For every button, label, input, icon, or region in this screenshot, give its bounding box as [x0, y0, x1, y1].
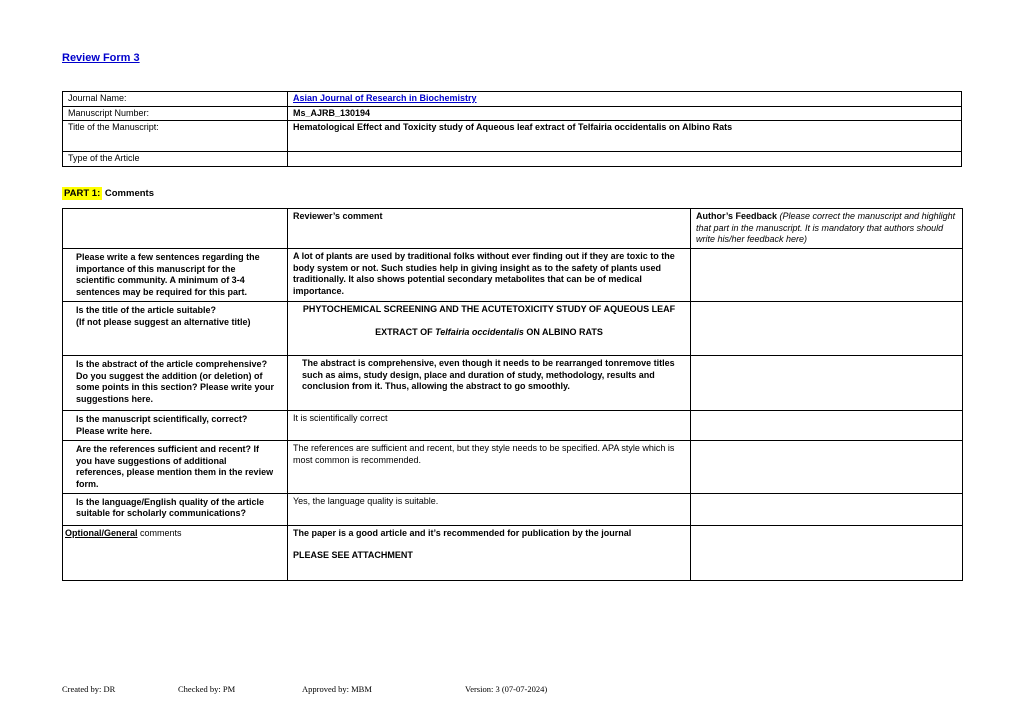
- abstract-answer: The abstract is comprehensive, even though it needs to be rearranged tonremove titles such as aims, study design, place and duration of study, methodology, results and conclusion from it. Thus, allowing the abstract to go smoothly.: [288, 355, 691, 410]
- footer-created-by: Created by: DR: [62, 684, 116, 694]
- part1-heading: [62, 188, 154, 199]
- part1-rest: Comments: [102, 188, 154, 199]
- footer-checked-by: Checked by: PM: [178, 684, 236, 694]
- journal-name-row: [63, 92, 962, 107]
- manuscript-info-table: [62, 91, 962, 167]
- title-suitable-answer-line2: [293, 327, 685, 339]
- footer-approved-by: Approved by: MBM: [302, 684, 372, 694]
- optional-comments-answer-line1: The paper is a good article and it’s recommended for publication by the journal: [293, 527, 632, 538]
- references-question: Are the references sufficient and recent? If you have suggestions of additional references, please mention them in the review form.: [63, 440, 288, 493]
- title-suitable-question-line1: Is the title of the article suitable?: [76, 304, 217, 315]
- title-suitable-question-line2: (If not please suggest an alternative title): [76, 316, 251, 327]
- manuscript-title-label: Title of the Manuscript:: [63, 121, 288, 152]
- footer-version: Version: 3 (07-07-2024): [465, 684, 548, 694]
- manuscript-number-label: Manuscript Number:: [63, 106, 288, 121]
- title-suitable-question: [63, 301, 288, 355]
- author-feedback-header-cell: [691, 209, 963, 249]
- manuscript-number-row: [63, 106, 962, 121]
- author-feedback-note: (Please correct the manuscript and highlight that part in the manuscript. It is mandatory that authors should write his/her feedback here): [696, 211, 956, 245]
- answer-line2-post: ON ALBINO RATS: [523, 326, 603, 337]
- journal-name-link[interactable]: Asian Journal of Research in Biochemistry: [293, 93, 477, 103]
- title-suitable-row: [63, 301, 963, 355]
- title-suitable-answer: [288, 301, 691, 355]
- importance-feedback-cell: [691, 249, 963, 302]
- article-type-label: Type of the Article: [63, 152, 288, 167]
- article-type-cell: [288, 152, 962, 167]
- manuscript-title-cell: [288, 121, 962, 152]
- journal-name-cell: [288, 92, 962, 107]
- language-question: Is the language/English quality of the article suitable for scholarly communications?: [63, 493, 288, 525]
- abstract-question: Is the abstract of the article comprehensive? Do you suggest the addition (or deletion) of some points in this section? Please write your suggestions here.: [63, 355, 288, 410]
- importance-row: [63, 249, 963, 302]
- references-row: [63, 440, 963, 493]
- article-type-row: [63, 152, 962, 167]
- comments-header-row: [63, 209, 963, 249]
- part1-highlight: PART 1:: [64, 188, 101, 199]
- reviewer-comment-header-cell: [288, 209, 691, 249]
- abstract-row: [63, 355, 963, 410]
- importance-question: Please write a few sentences regarding the importance of this manuscript for the scientific community. A minimum of 3-4 sentences may be required for this part.: [63, 249, 288, 302]
- header-empty-cell: [63, 209, 288, 249]
- species-name-italic: Telfairia occidentalis: [435, 326, 524, 337]
- optional-comments-answer-line2: PLEASE SEE ATTACHMENT: [293, 550, 413, 561]
- journal-name-label: Journal Name:: [63, 92, 288, 107]
- optional-comments-question: [63, 525, 288, 580]
- optional-general-label: Optional/General: [65, 527, 138, 538]
- language-row: [63, 493, 963, 525]
- language-answer: Yes, the language quality is suitable.: [288, 493, 691, 525]
- author-feedback-header: Author’s Feedback: [696, 211, 780, 221]
- scientific-feedback-cell: [691, 410, 963, 440]
- optional-comments-label: comments: [137, 527, 182, 538]
- document-footer: [0, 684, 1024, 698]
- answer-line2-pre: EXTRACT OF: [375, 326, 436, 337]
- title-suitable-answer-line1: PHYTOCHEMICAL SCREENING AND THE ACUTETOXICITY STUDY OF AQUEOUS LEAF: [302, 303, 676, 314]
- page-title: Review Form 3: [62, 52, 140, 64]
- language-feedback-cell: [691, 493, 963, 525]
- comments-table: [62, 208, 963, 581]
- optional-comments-row: [63, 525, 963, 580]
- manuscript-number-value: Ms_AJRB_130194: [293, 107, 371, 118]
- importance-answer: A lot of plants are used by traditional folks without ever finding out if they are toxic to the body system or not. Such studies help in giving insight as to the safety of plants used traditionally. It also shows potential secondary metabolites that can be of medical importance.: [288, 249, 691, 302]
- title-suitable-feedback-cell: [691, 301, 963, 355]
- reviewer-comment-header: Reviewer’s comment: [293, 211, 383, 221]
- scientific-answer: It is scientifically correct: [288, 410, 691, 440]
- optional-comments-answer: [288, 525, 691, 580]
- manuscript-title-value: Hematological Effect and Toxicity study of Aqueous leaf extract of Telfairia occidentalis on Albino Rats: [293, 122, 733, 133]
- optional-comments-feedback-cell: [691, 525, 963, 580]
- manuscript-number-cell: [288, 106, 962, 121]
- references-answer: The references are sufficient and recent, but they style needs to be specified. APA style which is most common is recommended.: [288, 440, 691, 493]
- abstract-feedback-cell: [691, 355, 963, 410]
- scientific-row: [63, 410, 963, 440]
- scientific-question: Is the manuscript scientifically, correct? Please write here.: [63, 410, 288, 440]
- references-feedback-cell: [691, 440, 963, 493]
- manuscript-title-row: [63, 121, 962, 152]
